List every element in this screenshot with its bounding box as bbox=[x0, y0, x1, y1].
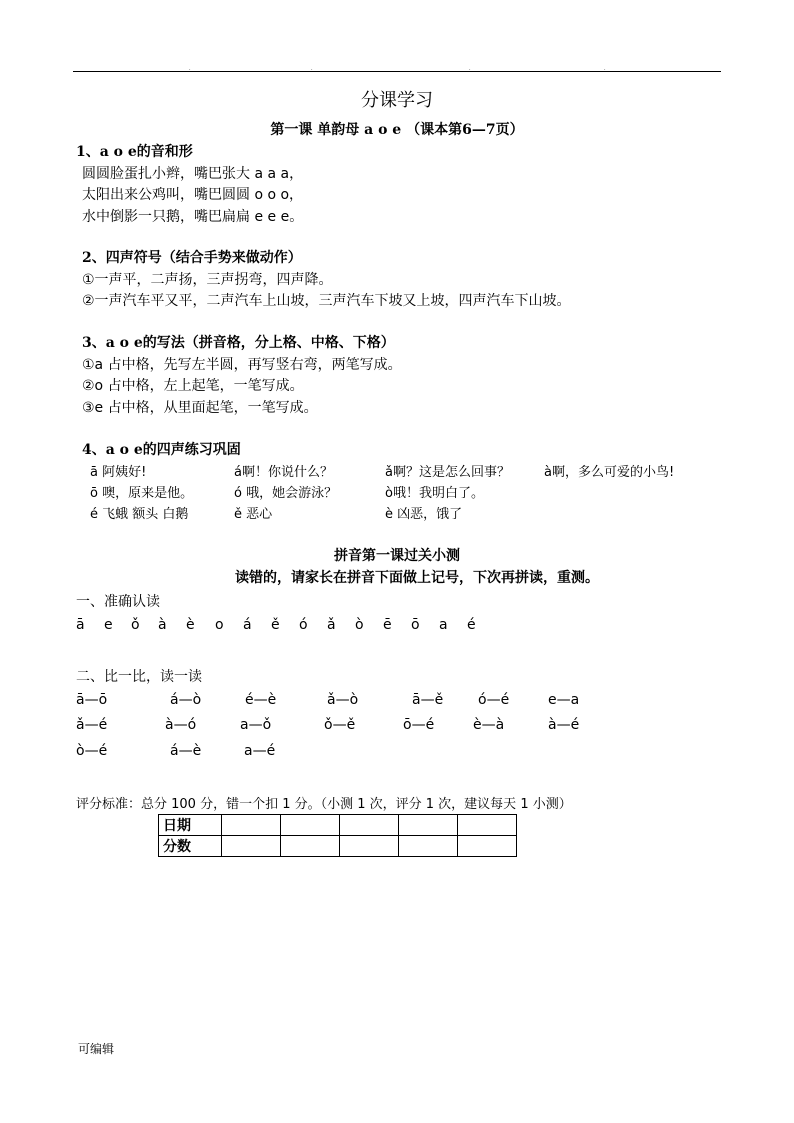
score-table-row-date bbox=[159, 815, 517, 836]
date-cell[interactable] bbox=[399, 815, 458, 836]
compare-pair: ā—ě bbox=[412, 692, 444, 708]
part1-item: a bbox=[439, 617, 448, 633]
date-label: 日期 bbox=[159, 815, 222, 836]
section4-heading: 4、a o e的四声练习巩固 bbox=[82, 442, 241, 458]
practice-item: é 飞蛾 额头 白鹅 bbox=[90, 507, 189, 522]
practice-item: ō 噢，原来是他。 bbox=[90, 486, 194, 501]
lesson-subtitle: 第一课 单韵母 a o e （课本第6—7页） bbox=[270, 122, 524, 138]
part1-item: ò bbox=[355, 617, 364, 633]
compare-pair: à—ó bbox=[165, 717, 197, 733]
header-dot: . bbox=[604, 66, 606, 72]
score-table bbox=[158, 814, 517, 857]
compare-pair: ā—ō bbox=[76, 692, 108, 708]
section3-heading: 3、a o e的写法（拼音格，分上格、中格、下格） bbox=[82, 335, 395, 351]
part1-item: à bbox=[158, 617, 167, 633]
section3-line: ③e 占中格，从里面起笔，一笔写成。 bbox=[82, 400, 318, 416]
compare-pair: é—è bbox=[245, 692, 277, 708]
part1-item: è bbox=[186, 617, 195, 633]
compare-pair: á—ò bbox=[170, 692, 202, 708]
compare-pair: e—a bbox=[548, 692, 580, 708]
section1-heading: 1、a o e的音和形 bbox=[76, 144, 193, 160]
compare-pair: ǎ—é bbox=[76, 717, 108, 733]
practice-item: ǎ啊？这是怎么回事？ bbox=[385, 465, 510, 480]
part1-item: ǒ bbox=[131, 617, 140, 633]
section1-line: 圆圆脸蛋扎小辫，嘴巴张大 a a a， bbox=[82, 166, 304, 182]
compare-pair: è—à bbox=[473, 717, 505, 733]
score-cell[interactable] bbox=[458, 836, 517, 857]
scoring-criteria: 评分标准：总分 100 分，错一个扣 1 分。（小测 1 次，评分 1 次，建议每天 1 小测） bbox=[76, 797, 572, 812]
section3-line: ②o 占中格，左上起笔，一笔写成。 bbox=[82, 378, 304, 394]
section1-line: 太阳出来公鸡叫，嘴巴圆圆 o o o， bbox=[82, 187, 304, 203]
part1-item: ē bbox=[383, 617, 392, 633]
score-cell[interactable] bbox=[399, 836, 458, 857]
part1-item: ǎ bbox=[327, 617, 336, 633]
test-title: 拼音第一课过关小测 bbox=[334, 548, 460, 564]
part1-item: ě bbox=[271, 617, 280, 633]
score-cell[interactable] bbox=[222, 836, 281, 857]
practice-item: ě 恶心 bbox=[234, 507, 273, 522]
score-cell[interactable] bbox=[281, 836, 340, 857]
footer-editable: 可编辑 bbox=[78, 1042, 115, 1056]
header-dot: . bbox=[469, 66, 471, 72]
header-rule bbox=[73, 71, 721, 72]
score-cell[interactable] bbox=[340, 836, 399, 857]
header-dot: . bbox=[311, 66, 313, 72]
practice-item: ó 哦，她会游泳？ bbox=[234, 486, 338, 501]
date-cell[interactable] bbox=[458, 815, 517, 836]
compare-pair: á—è bbox=[170, 743, 202, 759]
score-table-row-score bbox=[159, 836, 517, 857]
part1-item: ā bbox=[76, 617, 85, 633]
compare-pair: ō—é bbox=[403, 717, 435, 733]
test-instruction: 读错的，请家长在拼音下面做上记号，下次再拼读，重测。 bbox=[235, 570, 599, 586]
part1-item: ō bbox=[411, 617, 420, 633]
practice-item: ā 阿姨好! bbox=[90, 465, 147, 480]
score-label: 分数 bbox=[159, 836, 222, 857]
page-title: 分课学习 bbox=[361, 90, 433, 111]
header-dot: . bbox=[189, 66, 191, 72]
date-cell[interactable] bbox=[340, 815, 399, 836]
compare-pair: à—é bbox=[548, 717, 580, 733]
section1-line: 水中倒影一只鹅，嘴巴扁扁 e e e。 bbox=[82, 209, 304, 225]
section2-line: ②一声汽车平又平，二声汽车上山坡，三声汽车下坡又上坡，四声汽车下山坡。 bbox=[82, 293, 571, 309]
compare-pair: a—é bbox=[244, 743, 276, 759]
section2-heading: 2、四声符号（结合手势来做动作） bbox=[82, 250, 302, 266]
compare-pair: ò—é bbox=[76, 743, 108, 759]
section3-line: ①a 占中格，先写左半圆，再写竖右弯，两笔写成。 bbox=[82, 357, 402, 373]
part1-item: é bbox=[467, 617, 476, 633]
practice-item: á啊！你说什么？ bbox=[234, 465, 333, 480]
part1-label: 一、准确认读 bbox=[76, 594, 160, 610]
part2-label: 二、比一比，读一读 bbox=[76, 669, 202, 685]
part1-item: e bbox=[104, 617, 113, 633]
date-cell[interactable] bbox=[222, 815, 281, 836]
practice-item: ò哦！我明白了。 bbox=[385, 486, 484, 501]
compare-pair: ǒ—ě bbox=[324, 717, 356, 733]
compare-pair: a—ǒ bbox=[240, 717, 272, 733]
section2-line: ①一声平，二声扬，三声拐弯，四声降。 bbox=[82, 272, 333, 288]
part1-item: o bbox=[215, 617, 224, 633]
part1-item: ó bbox=[299, 617, 308, 633]
compare-pair: ó—é bbox=[478, 692, 510, 708]
practice-item: è 凶恶，饿了 bbox=[385, 507, 463, 522]
compare-pair: ǎ—ò bbox=[327, 692, 359, 708]
part1-item: á bbox=[243, 617, 252, 633]
date-cell[interactable] bbox=[281, 815, 340, 836]
practice-item: à啊，多么可爱的小鸟! bbox=[544, 465, 675, 480]
